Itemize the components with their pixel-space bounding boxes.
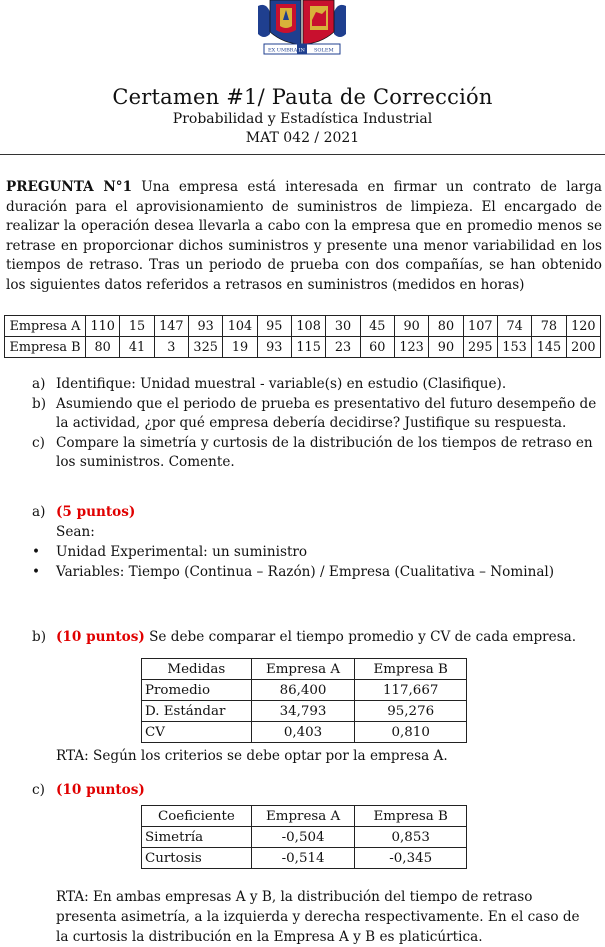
table-cell: 95,276	[355, 701, 467, 722]
question-items	[0, 375, 600, 473]
delay-data-table	[4, 315, 601, 358]
answer-a-heading: a) (5 puntos)	[32, 504, 136, 520]
header-block	[0, 84, 605, 148]
answer-b-table	[141, 658, 467, 743]
crest-motto-right: SOLEM	[314, 47, 334, 54]
table-cell: 107	[463, 316, 497, 337]
table-cell: 60	[360, 337, 394, 358]
answer-b-points: (10 puntos)	[56, 629, 145, 645]
answer-c-heading: c) (10 puntos)	[32, 782, 145, 798]
answer-c-points: (10 puntos)	[56, 782, 145, 798]
table-cell: 295	[463, 337, 497, 358]
answer-c-rta: RTA: En ambas empresas A y B, la distribución del tiempo de retraso presenta asimetría, a la izquierda y derecha respectivamente. En el caso de la curtosis la distribución en la Empresa A y B es platicúrtica.	[56, 889, 580, 945]
table-cell: 45	[360, 316, 394, 337]
row-label: D. Estándar	[142, 701, 252, 722]
table-cell: 0,853	[355, 827, 467, 848]
table-header-row	[142, 806, 467, 827]
question-item-b: b) Asumiendo que el periodo de prueba es presentativo del futuro desempeño de la actividad, ¿por qué empresa debería decidirse? Justifique su respuesta.	[32, 395, 597, 432]
table-header-row	[142, 659, 467, 680]
table-cell: 117,667	[355, 680, 467, 701]
table-cell: 104	[223, 316, 257, 337]
table-cell: 325	[188, 337, 222, 358]
row-header: Empresa A	[5, 316, 86, 337]
crest-motto-left: EX UMBRA	[268, 47, 298, 54]
question-label: PREGUNTA N°1	[6, 179, 133, 195]
table-cell: 0,403	[251, 722, 355, 743]
table-cell: 123	[394, 337, 428, 358]
table-cell: 80	[86, 337, 120, 358]
question-text: Una empresa está interesada en firmar un contrato de larga duración para el aprovisionamiento de suministros de limpieza. El encargado de realizar la operación desea llevarla a cabo con la empresa que en promedio menos se retrase en proporcionar dichos suministros y presente una menor variabilidad en los tiempos de retraso. Tras un periodo de prueba con dos compañías, se han obtenido los siguientes datos referidos a retrasos en suministros (medidos en horas)	[6, 179, 602, 293]
table-cell: 147	[154, 316, 188, 337]
question-item-a: a) Identifique: Unidad muestral - variable(s) en estudio (Clasifique).	[32, 376, 507, 392]
table-row	[142, 722, 467, 743]
table-cell: 30	[326, 316, 360, 337]
table-row	[142, 827, 467, 848]
answer-b-rta: RTA: Según los criterios se debe optar por la empresa A.	[56, 748, 448, 764]
table-cell: 34,793	[251, 701, 355, 722]
column-header: Coeficiente	[142, 806, 252, 827]
table-cell: 86,400	[251, 680, 355, 701]
table-cell: -0,504	[251, 827, 355, 848]
table-cell: 93	[188, 316, 222, 337]
column-header: Empresa A	[251, 806, 355, 827]
question-statement	[6, 178, 602, 296]
table-cell: 115	[291, 337, 325, 358]
column-header: Empresa B	[355, 659, 467, 680]
table-row	[5, 316, 601, 337]
document-title: Certamen #1/ Pauta de Corrección	[112, 85, 493, 109]
university-crest-icon	[256, 0, 348, 56]
course-code: MAT 042 / 2021	[245, 130, 360, 146]
column-header: Empresa A	[251, 659, 355, 680]
table-cell: 3	[154, 337, 188, 358]
table-cell: 153	[497, 337, 531, 358]
column-header: Empresa B	[355, 806, 467, 827]
row-label: Curtosis	[142, 848, 252, 869]
table-cell: -0,345	[355, 848, 467, 869]
answer-a-points: (5 puntos)	[56, 504, 136, 520]
answer-c-table	[141, 805, 467, 869]
answer-b-text: Se debe comparar el tiempo promedio y CV de cada empresa.	[144, 629, 577, 645]
row-label: Promedio	[142, 680, 252, 701]
bullet-item: • Unidad Experimental: un suministro	[32, 544, 308, 560]
table-cell: -0,514	[251, 848, 355, 869]
column-header: Medidas	[142, 659, 252, 680]
table-cell: 74	[497, 316, 531, 337]
table-cell: 90	[394, 316, 428, 337]
table-cell: 90	[429, 337, 463, 358]
table-cell: 200	[566, 337, 600, 358]
header-divider	[0, 154, 605, 155]
answer-a-intro: Sean:	[56, 524, 95, 540]
table-cell: 78	[532, 316, 566, 337]
table-cell: 15	[120, 316, 154, 337]
table-row	[142, 680, 467, 701]
row-header: Empresa B	[5, 337, 86, 358]
table-cell: 41	[120, 337, 154, 358]
table-cell: 23	[326, 337, 360, 358]
table-row	[5, 337, 601, 358]
table-cell: 0,810	[355, 722, 467, 743]
table-cell: 93	[257, 337, 291, 358]
table-cell: 110	[86, 316, 120, 337]
question-item-c: c) Compare la simetría y curtosis de la distribución de los tiempos de retraso en los suministros. Comente.	[32, 434, 593, 471]
bullet-item: • Variables: Tiempo (Continua – Razón) / Empresa (Cualitativa – Nominal)	[32, 563, 555, 580]
table-cell: 120	[566, 316, 600, 337]
table-cell: 95	[257, 316, 291, 337]
crest-motto-mid: IN	[298, 47, 305, 54]
table-row	[142, 848, 467, 869]
answer-a-bullets	[0, 543, 554, 583]
table-cell: 19	[223, 337, 257, 358]
answer-b-heading: b) (10 puntos) Se debe comparar el tiempo promedio y CV de cada empresa.	[32, 629, 577, 645]
table-row	[142, 701, 467, 722]
row-label: Simetría	[142, 827, 252, 848]
table-cell: 108	[291, 316, 325, 337]
row-label: CV	[142, 722, 252, 743]
course-name: Probabilidad y Estadística Industrial	[172, 111, 433, 127]
table-cell: 145	[532, 337, 566, 358]
table-cell: 80	[429, 316, 463, 337]
